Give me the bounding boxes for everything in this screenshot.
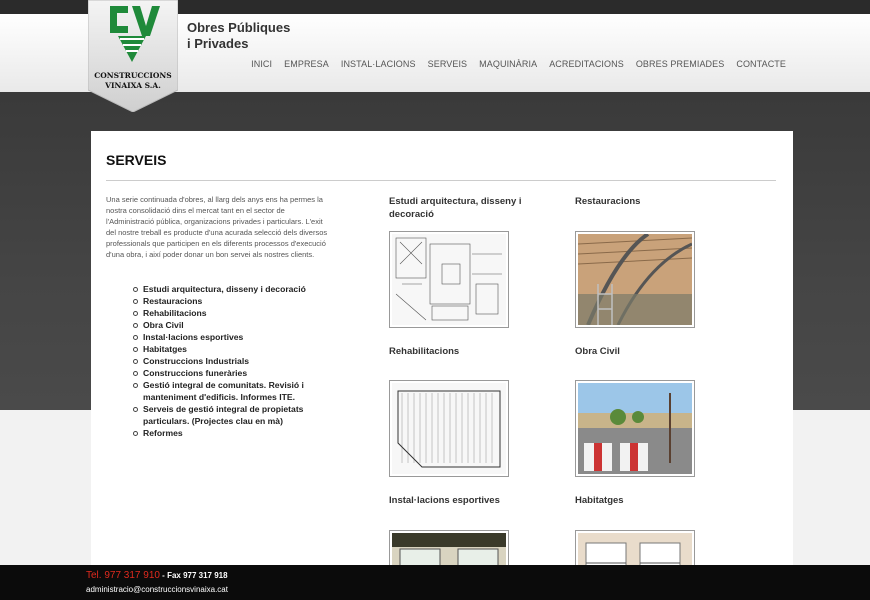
intro-text: Una serie continuada d'obres, al llarg dels anys ens ha permes la nostra consolidació dins el mercat tant en el sector de l'Administració pública, organizacions privades i particulars. L'exit del nostre treball es producte d'una acurada selecció dels diversos professionals que participen en els diferents processos d'execució d'una obra, i així poder donar un bon servei als nostres clients.: [106, 195, 328, 259]
floorplan-image: [392, 234, 506, 325]
service-card-estudi: [389, 195, 539, 225]
nav-acreditacions[interactable]: ACREDITACIONS: [549, 59, 624, 69]
nav-installacions[interactable]: INSTAL·LACIONS: [340, 59, 416, 69]
thumbnail-obra-civil[interactable]: [575, 380, 695, 477]
list-item: Reformes: [131, 427, 316, 439]
logo-line-2: VINAIXA S.A.: [105, 81, 161, 90]
list-item: Rehabilitacions: [131, 307, 316, 319]
title-divider: [106, 180, 776, 181]
thumbnail-rehabilitacions[interactable]: [389, 380, 509, 477]
list-item: Habitatges: [131, 343, 316, 355]
tagline-line-1: Obres Públiques: [187, 20, 291, 35]
phone-number[interactable]: Tel. 977 317 910: [86, 570, 160, 581]
list-item: Obra Civil: [131, 319, 316, 331]
road-image: [578, 383, 692, 474]
card-title: Obra Civil: [575, 346, 620, 357]
plan-image: [392, 383, 506, 474]
list-item: Construccions Industrials: [131, 355, 316, 367]
tagline: [187, 20, 290, 52]
footer-contact-line: [86, 570, 228, 581]
email-link[interactable]: administracio@construccionsvinaixa.cat: [86, 585, 228, 594]
list-item: Estudi arquitectura, disseny i decoració: [131, 283, 316, 295]
service-card-restauracions: [575, 195, 725, 225]
fax-number: - Fax 977 317 918: [159, 571, 228, 580]
list-item: Construccions funeràries: [131, 367, 316, 379]
thumbnail-estudi[interactable]: [389, 231, 509, 328]
card-title: Habitatges: [575, 495, 624, 506]
list-item: Restauracions: [131, 295, 316, 307]
list-item: Gestió integral de comunitats. Revisió i manteniment d'edificis. Informes ITE.: [131, 379, 316, 403]
nav-serveis[interactable]: SERVEIS: [427, 59, 468, 69]
nav-maquinaria[interactable]: MAQUINÀRIA: [479, 59, 538, 69]
tagline-line-2: i Privades: [187, 36, 249, 51]
nav-obres-premiades[interactable]: OBRES PREMIADES: [635, 59, 725, 69]
service-card-habitatges: [575, 494, 725, 524]
restoration-image: [578, 234, 692, 325]
thumbnail-restauracions[interactable]: [575, 231, 695, 328]
nav-contacte[interactable]: CONTACTE: [736, 59, 786, 69]
card-title: Rehabilitacions: [389, 346, 460, 357]
list-item: Instal·lacions esportives: [131, 331, 316, 343]
content-panel: [91, 131, 793, 571]
card-title: Instal·lacions esportives: [389, 495, 500, 506]
list-item: Serveis de gestió integral de propietats particulars. (Projectes clau en mà): [131, 403, 316, 427]
services-list: [131, 283, 316, 439]
card-title: Estudi arquitectura, disseny i decoració: [389, 196, 522, 220]
service-card-rehabilitacions: [389, 345, 539, 375]
page-title: SERVEIS: [106, 152, 167, 168]
service-card-installacions-esportives: [389, 494, 539, 524]
card-title: Restauracions: [575, 196, 641, 207]
nav-empresa[interactable]: EMPRESA: [284, 59, 329, 69]
logo-line-1: CONSTRUCCIONS: [94, 71, 172, 80]
company-logo[interactable]: [88, 0, 178, 112]
main-nav: [251, 59, 786, 69]
nav-inici[interactable]: INICI: [251, 59, 273, 69]
service-card-obra-civil: [575, 345, 725, 375]
